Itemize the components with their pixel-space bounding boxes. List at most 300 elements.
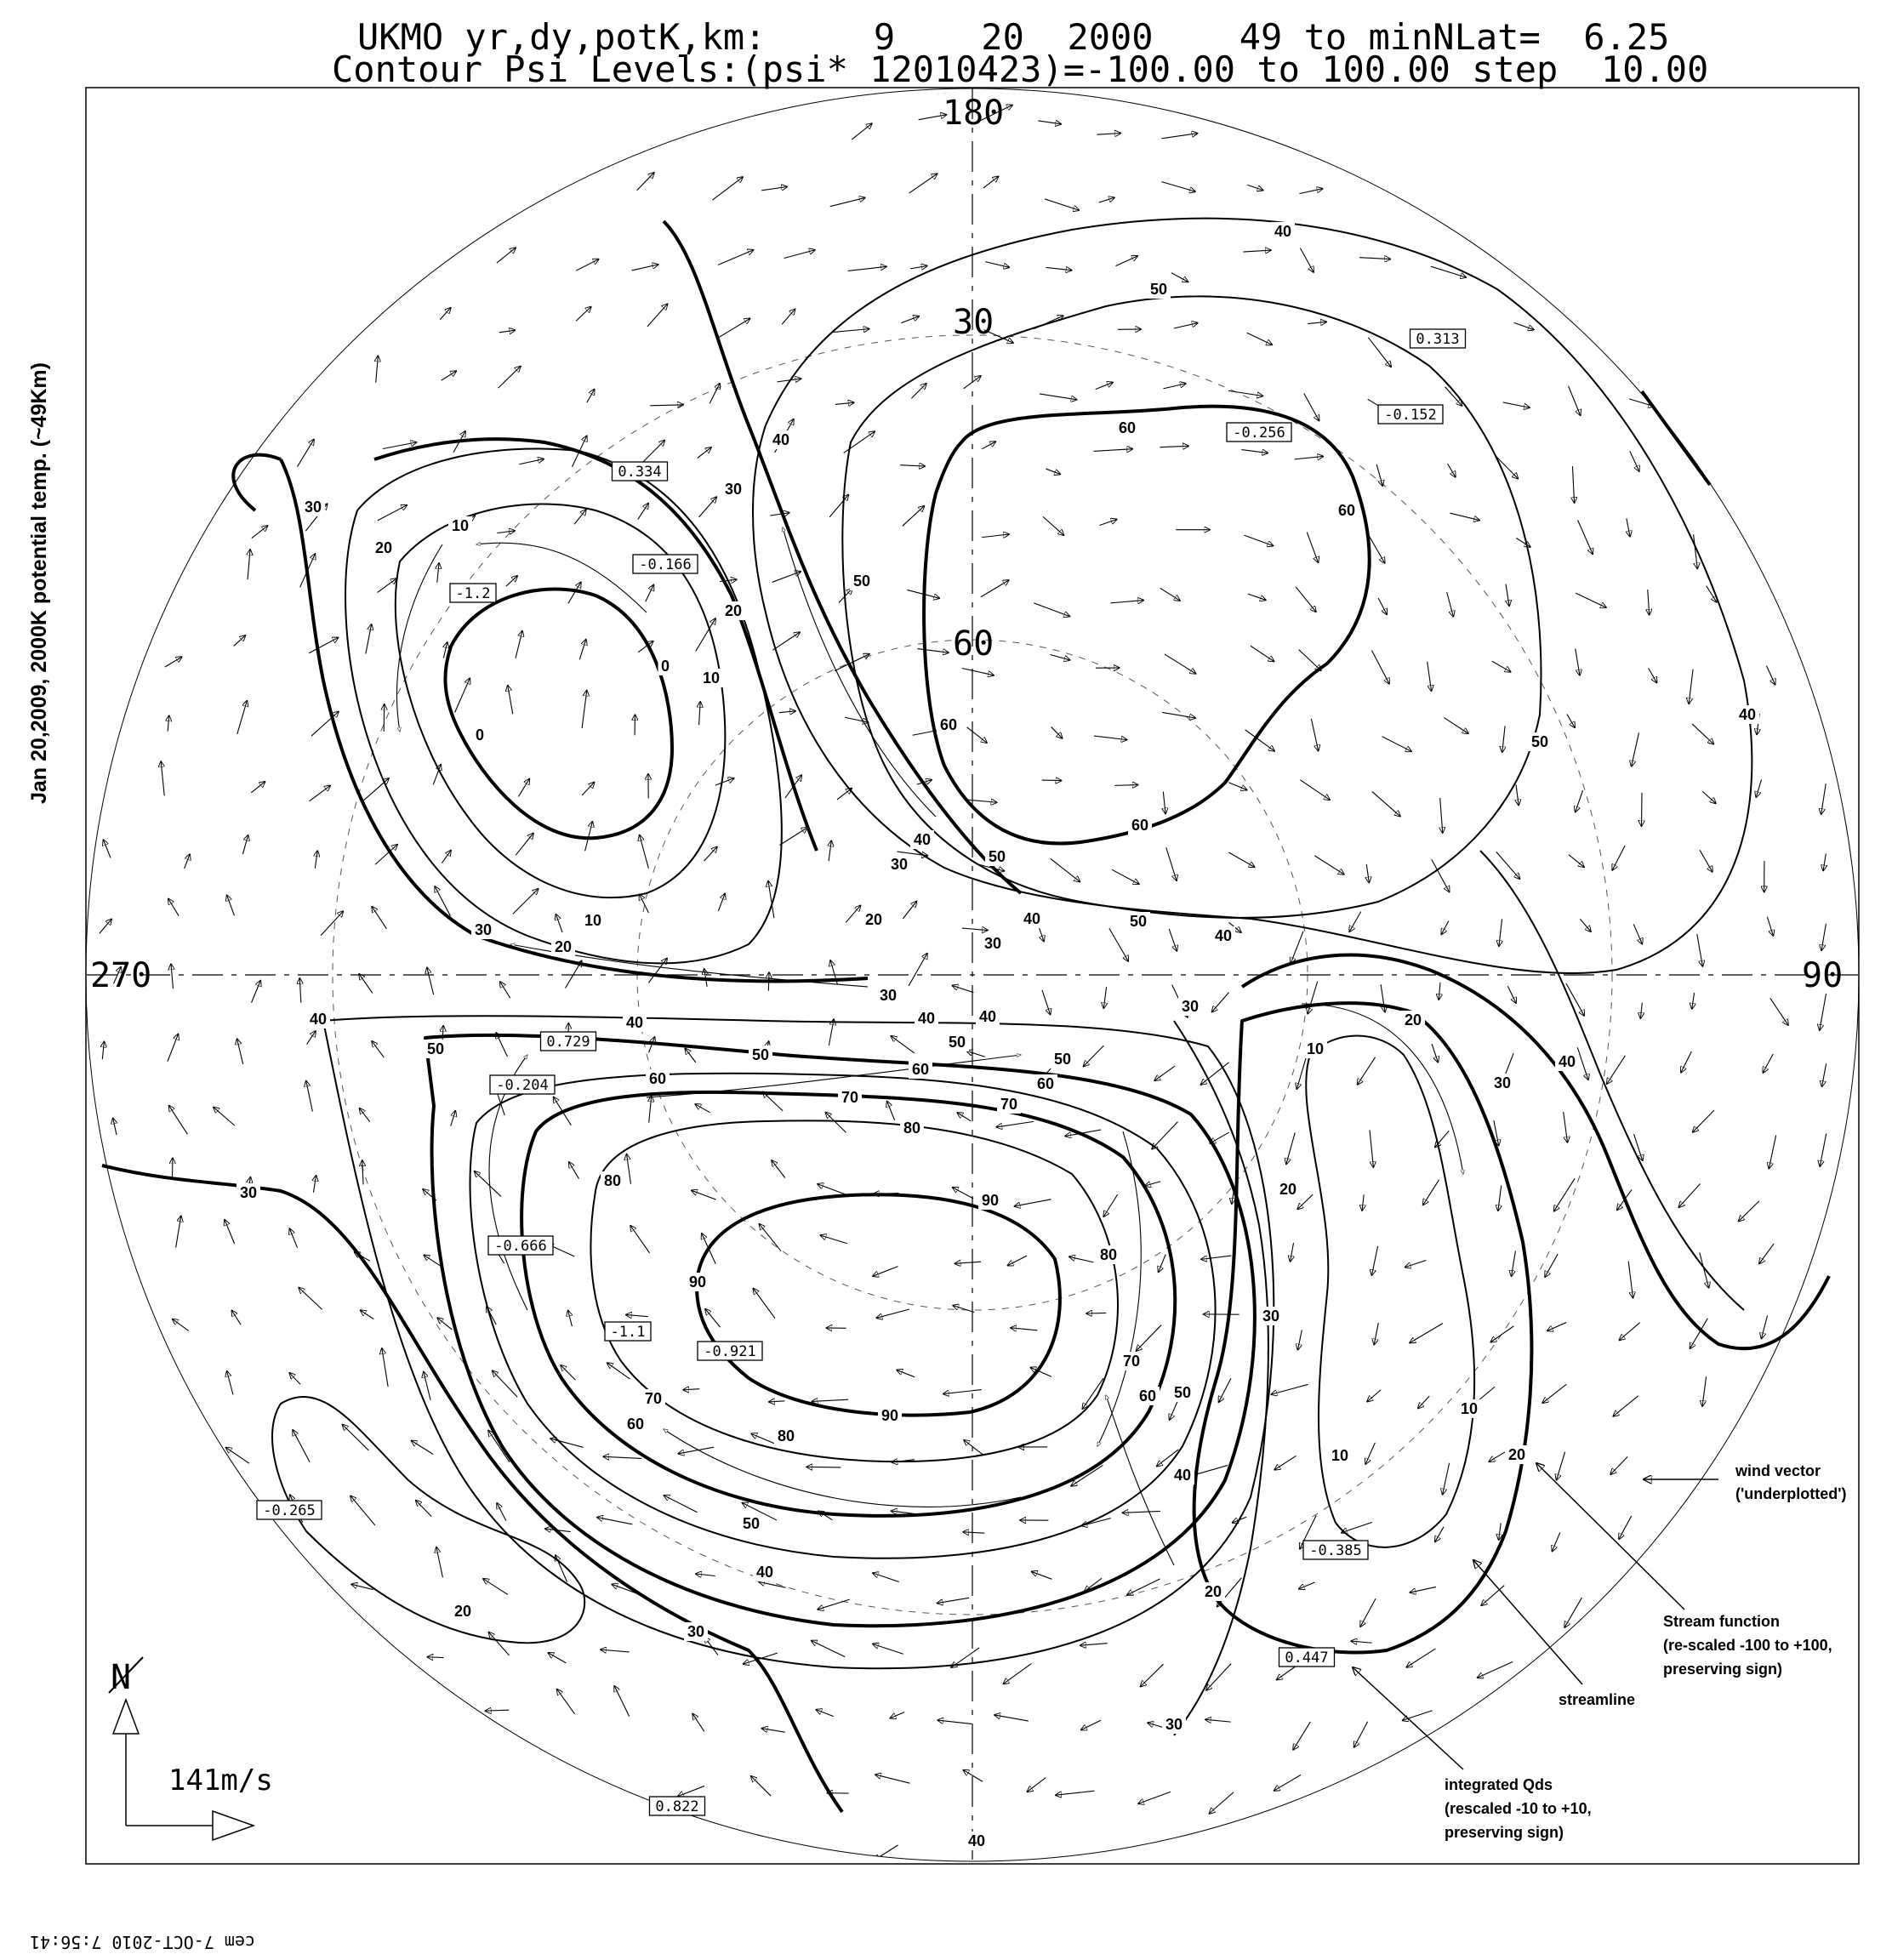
contour-short [1642,391,1710,485]
wind-vector-arrow [852,123,872,140]
contour-label: 70 [841,1089,859,1106]
contour-label: 60 [626,1416,645,1433]
wind-vector-arrow [1689,669,1693,704]
wind-vector-arrow [440,308,451,320]
wind-vector-arrow [1300,248,1314,272]
wind-vector-arrow [664,1496,697,1513]
wind-vector-arrow [231,1310,241,1325]
contour-label: 50 [1149,281,1168,298]
wind-vector-arrow [516,631,522,658]
contour-label: 30 [890,856,909,873]
wind-vector-arrow [964,1440,984,1456]
contour-label: 80 [777,1427,795,1444]
wind-vector-arrow [485,1710,509,1711]
wind-vector-arrow [1027,1778,1046,1792]
wind-vector-arrow [568,1310,573,1326]
wind-vector-arrow [366,624,372,654]
contour-label: 40 [309,1011,328,1028]
wind-vector-arrow [1822,1063,1826,1086]
wind-vector-arrow [1304,393,1319,420]
wind-vector-arrow [759,1224,781,1251]
wind-vector-arrow [1423,1180,1439,1205]
wind-vector-arrow [1218,1378,1230,1402]
wind-vector-arrow [1697,934,1703,966]
wind-vector-arrow [1381,984,1385,1011]
wind-vector-arrow [1769,1136,1775,1169]
wind-vector-arrow [1545,1254,1558,1277]
wind-vector-arrow [887,1101,895,1120]
wind-vector-arrow [1490,1326,1513,1342]
wind-vector-arrow [1481,1586,1504,1606]
wind-vector-arrow [289,1373,300,1385]
wind-vector-arrow [1103,987,1106,1008]
wind-vector-arrow [587,389,595,402]
wind-vector-arrow [1370,1130,1373,1167]
wind-vector-arrow [1042,990,1051,1015]
wind-vector-arrow [1756,780,1761,798]
wind-vector-arrow [891,1036,915,1053]
wind-vector-arrow [692,1713,704,1731]
wind-vector-arrow [1228,390,1262,396]
wind-vector-arrow [1051,726,1063,738]
wind-vector-arrow [1354,1722,1368,1747]
wind-vector-arrow [1299,1582,1315,1589]
wind-vector-arrow [171,964,174,989]
contour-label: 50 [1530,733,1549,750]
wind-vector-arrow [499,330,516,333]
wind-vector-arrow [321,911,343,936]
wind-vector-arrow [1576,593,1606,607]
wind-vector-arrow [1577,1047,1588,1080]
wind-vector-arrow [1094,736,1127,740]
contour-label: 80 [1099,1246,1118,1263]
qds-value: -0.666 [494,1238,547,1255]
wind-vector-arrow [1349,912,1361,932]
wind-vector-arrow [1251,646,1274,661]
wind-vector-arrow [1166,847,1177,880]
contour-label: 30 [1165,1716,1183,1733]
wind-vector-arrow [378,578,396,592]
wind-vector-arrow [957,1113,971,1121]
wind-vector-arrow [1410,1323,1443,1342]
contour-label: 40 [1274,223,1292,240]
contour-50 [842,296,1541,918]
contour-label: 30 [687,1623,705,1640]
wind-vector-arrow [1428,662,1432,691]
wind-vector-arrow [1564,1112,1568,1142]
wind-vector-arrow [1003,1664,1031,1684]
contour-label: 30 [474,921,493,938]
contour-label: 70 [1122,1353,1141,1370]
wind-vector-arrow [1145,1182,1160,1186]
wind-vector-arrow [718,318,750,338]
wind-vector-arrow [1069,1256,1093,1262]
wind-vector-arrow [1567,715,1575,728]
wind-vector-arrow [519,459,544,464]
wind-vector-arrow [903,901,916,919]
wind-vector-arrow [982,442,995,449]
contour-label: 0 [660,658,670,675]
contour-50 [425,1035,1255,1626]
contour-label: 90 [880,1407,899,1424]
wind-vector-arrow [994,1715,1029,1721]
wind-vector-arrow [579,640,585,660]
wind-vector-arrow [225,1220,235,1244]
wind-vector-arrow [937,1720,972,1724]
wind-vector-arrow [1759,1244,1774,1263]
wind-vector-arrow [1112,869,1139,884]
contour-label: 20 [1507,1446,1526,1463]
contour-label: 30 [1181,998,1200,1015]
wind-vector-arrow [306,1080,313,1111]
wind-vector-arrow [818,1184,847,1195]
contour-label: 30 [983,935,1002,952]
wind-vector-arrow [873,1644,903,1654]
wind-vector-arrow [1649,668,1657,682]
wind-vector-arrow [1569,386,1581,416]
wind-vector-arrow [252,981,261,1003]
wind-vector-arrow [1228,783,1247,790]
wind-vector-arrow [1628,1262,1633,1298]
wind-vector-arrow [1374,1323,1378,1345]
wind-vector-arrow [1114,785,1138,786]
qds-value: -0.152 [1384,407,1437,424]
wind-vector-arrow [638,504,648,520]
wind-vector-arrow [830,197,865,206]
wind-vector-arrow [437,563,439,583]
wind-vector-arrow [497,531,515,533]
wind-vector-arrow [518,778,529,796]
wind-vector-arrow [1418,1396,1429,1409]
wind-vector-arrow [1633,924,1642,943]
wind-vector-arrow [1080,1644,1108,1646]
wind-vector-arrow [1271,1384,1308,1394]
qds-value: -0.921 [704,1343,756,1360]
wind-vector-arrow [1159,1255,1166,1273]
wind-vector-arrow [1632,732,1639,766]
wind-vector-arrow [361,1310,374,1319]
wind-vector-arrow [1576,790,1583,812]
wind-vector-arrow [1367,1390,1381,1402]
wind-vector-arrow [1244,535,1273,545]
contour-90 [697,1194,1060,1415]
wind-vector-arrow [293,1430,310,1462]
wind-vector-arrow [1502,726,1505,752]
wind-vector-arrow [376,356,379,383]
annotation-integrated-qds-line3: preserving sign) [1445,1824,1564,1841]
wind-vector-arrow [1499,919,1502,946]
qds-value: 0.334 [618,464,662,481]
wind-vector-arrow [812,1399,848,1401]
wind-vector-arrow [632,265,658,271]
wind-vector-arrow [100,919,111,933]
wind-vector-arrow [576,306,591,321]
wind-vector-arrow [185,854,190,869]
contour-label: 40 [913,831,932,848]
streamline [397,544,442,732]
wind-vector-arrow [1014,1199,1051,1206]
contour-label: 30 [879,987,898,1004]
wind-vector-arrow [1612,846,1625,870]
contour-label: 20 [864,911,883,928]
wind-vector-arrow [372,1041,384,1057]
wind-vector-arrow [1410,1587,1436,1592]
wind-vector-arrow [713,177,744,200]
wind-vector-arrow [427,1657,443,1658]
wind-vector-arrow [384,704,385,732]
wind-vector-arrow [846,905,860,922]
wind-vector-arrow [508,686,513,715]
contour-label: 60 [1036,1075,1055,1092]
wind-vector-arrow [1820,1133,1826,1166]
contour-label: 70 [1000,1096,1018,1113]
wind-vector-arrow [825,1112,846,1132]
wind-vector-arrow [1619,1323,1639,1341]
wind-vector-arrow [364,778,389,801]
wind-vector-arrow [437,1318,452,1330]
qds-value: -0.166 [639,556,692,573]
wind-vector-arrow [1692,724,1713,744]
wind-vector-arrow [1360,1598,1376,1627]
wind-vector-arrow [1296,1057,1306,1090]
wind-vector-arrow [299,1287,322,1309]
wind-vector-arrow [1127,1579,1160,1595]
wind-vector-arrow [1641,793,1642,826]
axis-label-180: 180 [943,94,1005,133]
wind-vector-arrow [1297,1330,1302,1350]
wind-vector-arrow [1109,928,1128,961]
wind-vector-arrow [1161,134,1197,139]
wind-vector-arrow [378,505,407,521]
wind-vector-arrow [1298,649,1321,670]
wind-vector-arrow [516,833,533,855]
wind-vector-arrow [585,822,593,852]
wind-vector-arrow [411,1440,433,1454]
wind-vector-arrow [1439,983,1440,1000]
streamline [664,1429,1021,1507]
wind-vector-arrow [1405,1261,1427,1268]
wind-vector-arrow [165,657,182,667]
wind-vector-arrow [1362,1194,1364,1211]
qds-value: -0.256 [1233,424,1285,442]
wind-vector-arrow [497,1503,506,1521]
wind-vector-arrow [1051,858,1080,881]
wind-vector-arrow [488,1632,509,1655]
contour-label: 10 [584,912,602,929]
wind-vector-arrow [1296,587,1316,612]
contour-label: 40 [755,1564,774,1581]
contour-30 [374,439,817,851]
wind-vector-arrow [1136,1325,1161,1351]
wind-vector-arrow [769,1401,784,1402]
contour-label: 50 [988,848,1006,865]
wind-vector-arrow [647,304,668,327]
contour-label: 60 [1138,1387,1157,1404]
contour-label: 60 [1118,419,1137,436]
wind-vector-arrow [1496,852,1520,879]
wind-vector-arrow [1607,1056,1626,1084]
wind-vector-arrow [614,1686,630,1717]
wind-vector-arrow [678,1786,704,1796]
north-arrow-icon [113,1700,139,1734]
wind-vector-arrow [1152,1122,1178,1149]
wind-vector-arrow [1507,986,1516,1003]
wind-vector-arrow [1554,1178,1575,1211]
wind-vector-arrow [704,846,717,861]
wind-vector-arrow [1365,1443,1375,1464]
wind-vector-arrow [1516,784,1519,805]
wind-vector-arrow [1619,1516,1632,1539]
wind-vector-arrow [1821,924,1826,951]
wind-vector-arrow [342,1424,368,1450]
wind-vector-arrow [168,715,169,731]
annotation-wind-vector-line2: ('underplotted') [1735,1485,1847,1502]
wind-vector-arrow [1154,1066,1175,1080]
wind-vector-arrow [779,828,807,846]
wind-vector-arrow [1402,1711,1432,1721]
wind-vector-arrow [307,1031,316,1045]
axis-label-270: 270 [90,956,152,995]
wind-vector-arrow [483,1579,508,1595]
wind-vector-arrow [350,1496,375,1525]
wind-vector-arrow [1478,1661,1513,1678]
wind-vector-arrow [844,431,875,453]
contour-70 [521,1092,1175,1516]
north-indicator [109,1657,273,1840]
wind-vector-arrow [953,1188,973,1199]
contour-label: 10 [1306,1040,1325,1057]
wind-vector-arrow [497,248,516,263]
wind-vector-arrow [1702,791,1716,803]
wind-vector-arrow [683,1389,699,1390]
wind-vector-arrow [1293,1722,1310,1750]
wind-vector-arrow [248,550,250,579]
wind-vector-arrow [569,1162,579,1179]
wind-vector-arrow [784,250,815,259]
annotation-integrated-qds [1353,1667,1592,1841]
wind-vector-arrow [1043,516,1064,535]
wind-vector-arrow [1610,1456,1627,1474]
wind-vector-arrow [1045,199,1079,210]
wind-vector-arrow [1823,853,1826,870]
contour-label: 0 [475,726,485,744]
contour-label: 20 [1404,1011,1422,1028]
contour-label: 40 [1173,1467,1192,1484]
wind-vector-arrow [1032,1571,1052,1579]
wind-vector-arrow [982,534,1009,538]
wind-vector-arrow [475,1171,501,1197]
wind-vector-arrow [751,1433,774,1443]
wind-vector-arrow [761,1729,784,1732]
wind-vector-arrow [500,982,510,998]
wind-vectors [100,105,1826,1860]
wind-vector-arrow [1552,1532,1559,1551]
wind-vector-arrow [640,835,649,869]
wind-vector-arrow [1162,712,1195,718]
wind-vector-arrow [966,1051,985,1057]
annotation-stream-function-line2: (re-scaled -100 to +100, [1663,1637,1832,1654]
wind-vector-arrow [315,851,317,869]
contour-label: 50 [852,573,871,590]
wind-vector-arrow [1569,855,1584,868]
wind-vector-arrow [1542,1384,1566,1403]
wind-vector-arrow [1580,919,1591,932]
wind-vector-arrow [873,1573,899,1581]
wind-vector-arrow [427,967,434,994]
streamline [476,543,647,612]
wind-vector-arrow [1627,518,1630,536]
wind-vector-arrow [416,1501,431,1517]
contour-label: 20 [724,602,743,619]
annotation-wind-vector [1644,1462,1847,1502]
wind-vector-arrow [753,1288,775,1318]
wind-vector-arrow [1443,1463,1450,1495]
wind-vector-arrow [1247,333,1273,345]
wind-vector-arrow [1046,469,1060,474]
wind-vector-arrow [1211,993,1228,1012]
wind-vector-arrow [835,402,854,404]
wind-vector-arrow [1038,121,1061,124]
wind-vector-arrow [890,1712,904,1718]
wind-vector-arrow [953,1306,974,1313]
contour-label: 40 [978,1008,997,1025]
wind-vector-arrow [696,618,715,651]
contour-label: 50 [948,1034,966,1051]
contour-label: 20 [554,938,573,955]
wind-vector-arrow [751,1776,772,1796]
wind-vector-arrow [1351,1641,1371,1643]
wind-vector-arrow [442,371,457,380]
wind-vector-arrow [1084,1046,1104,1066]
wind-vector-arrow [1160,588,1180,601]
wind-vector-arrow [643,440,664,461]
wind-vector-arrow [782,309,795,324]
wind-vector-arrow [695,1104,710,1113]
wind-vector-arrow [1358,1057,1376,1085]
wind-vector-arrow [1372,651,1390,684]
wind-vector-arrow [1228,852,1254,867]
wind-vector-arrow [630,1226,650,1253]
wind-vector-arrow [1243,250,1271,252]
wind-vector-arrow [627,1154,631,1184]
wind-vector-arrow [1640,1003,1642,1019]
contour-label: 60 [939,716,958,733]
wind-vector-arrow [1138,1792,1171,1803]
contour-label: 30 [1262,1308,1280,1325]
wind-vector-arrow [917,649,949,653]
wind-vector-arrow [943,1390,982,1394]
wind-vector-arrow [601,1649,630,1652]
wind-vector-arrow [772,632,800,650]
wind-vector-arrow [779,711,795,713]
wind-vector-arrow [685,1048,696,1063]
wind-vector-arrow [1564,1598,1581,1627]
wind-vector-arrow [582,782,594,795]
wind-vector-arrow [299,978,301,1003]
contour-label: 50 [1173,1384,1192,1401]
wind-vector-arrow [1141,1664,1164,1686]
wind-vector-arrow [557,1689,575,1714]
wind-vector-arrow [937,1598,969,1603]
wind-vector-arrow [829,494,848,516]
wind-vector-arrow [1766,666,1775,685]
annotation-streamline [1473,1560,1635,1708]
contour-label: 20 [374,539,393,556]
wind-vector-arrow [1011,1328,1037,1330]
wind-vector-arrow [1174,323,1198,328]
contour-30 [1242,955,1829,1349]
wind-vector-arrow [513,889,539,914]
